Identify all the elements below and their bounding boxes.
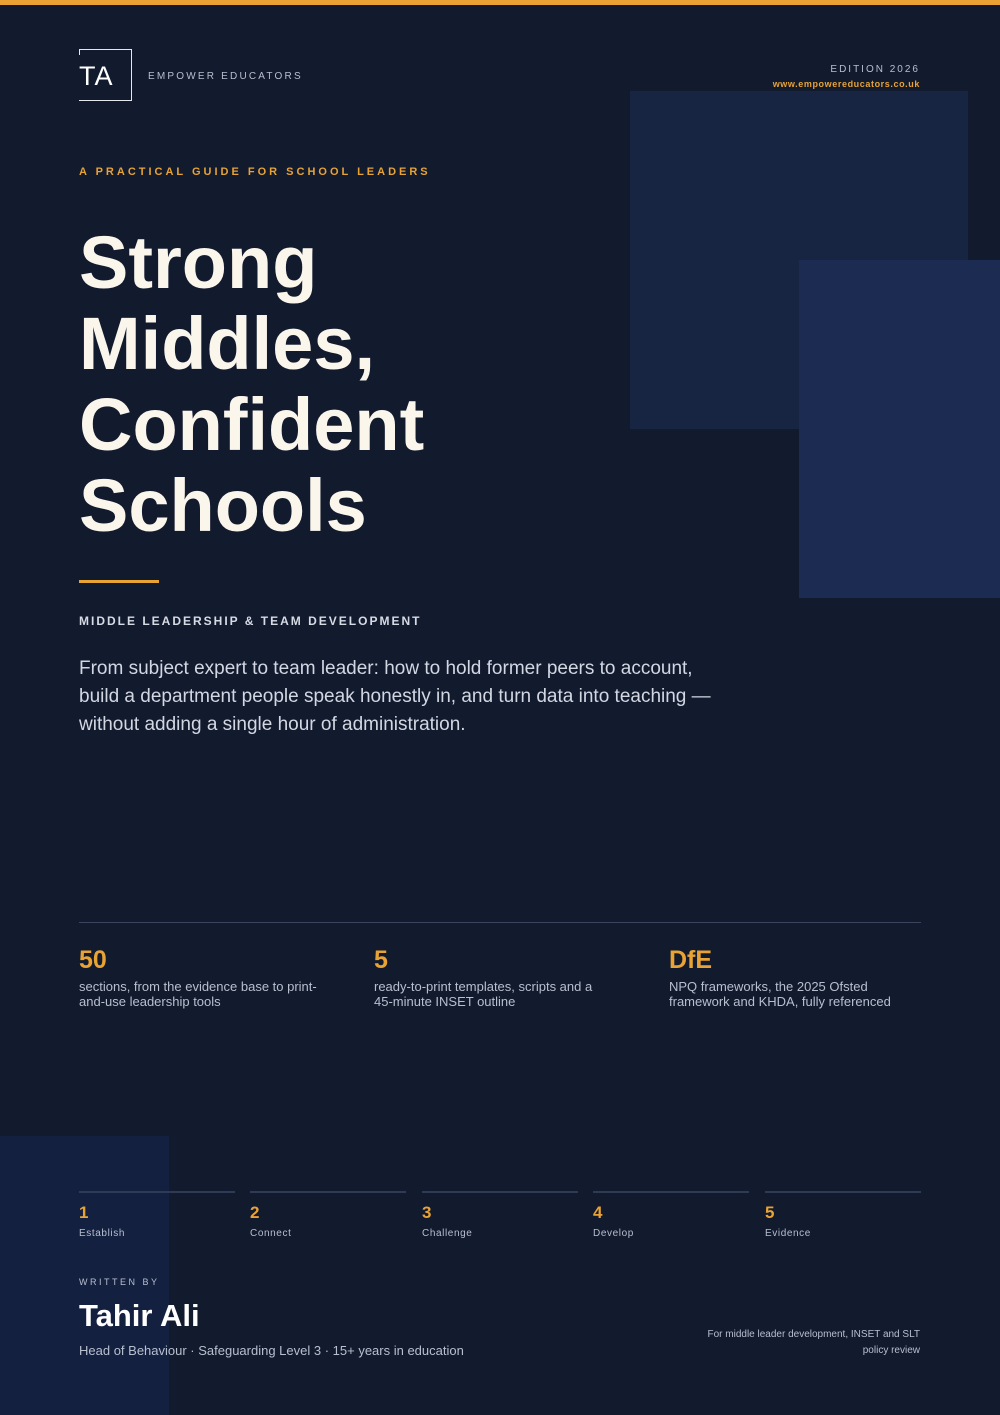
stat-item [79,945,319,1009]
step-number: 5 [765,1203,775,1222]
edition-label: EDITION 2026 [830,64,920,75]
step-label: Establish [79,1228,125,1239]
step-bar [250,1191,406,1193]
step-item [765,1191,921,1239]
stat-item [669,945,909,1009]
step-label: Develop [593,1228,634,1239]
step-bar [593,1191,749,1193]
step-item [250,1191,406,1239]
stat-value: 5 [374,946,388,974]
title-underline [79,580,159,583]
stats-divider [79,922,921,923]
title-line: Confident [79,383,425,466]
step-bar [422,1191,578,1193]
title-line: Schools [79,464,367,547]
step-item [593,1191,749,1239]
eyebrow-text: A PRACTICAL GUIDE FOR SCHOOL LEADERS [79,166,431,178]
lede-paragraph: From subject expert to team leader: how to hold former peers to account, build a department people speak honestly in, and turn data into teaching — without adding a single hour of administration. [79,658,711,735]
stat-value: 50 [79,946,107,974]
audience-note: For middle leader development, INSET and SLT policy review [707,1329,920,1356]
website-link[interactable]: www.empowereducators.co.uk [772,79,920,89]
step-label: Challenge [422,1228,473,1239]
subject-heading: MIDDLE LEADERSHIP & TEAM DEVELOPMENT [79,614,422,628]
step-number: 3 [422,1203,432,1222]
step-item [79,1191,235,1239]
stat-description: NPQ frameworks, the 2025 Ofsted framework and KHDA, fully referenced [669,979,891,1009]
top-accent-bar [0,0,1000,5]
logo-monogram: TA [79,61,114,91]
title-line: Middles, [79,302,376,385]
title-line: Strong [79,221,318,304]
author-credentials: Head of Behaviour · Safeguarding Level 3 · 15+ years in education [79,1343,464,1358]
step-label: Evidence [765,1228,811,1239]
decorative-block-right [799,260,1000,598]
step-number: 2 [250,1203,260,1222]
page-title [79,222,619,546]
step-bar [765,1191,921,1193]
logo [79,49,132,101]
step-number: 4 [593,1203,603,1222]
step-item [422,1191,578,1239]
step-number: 1 [79,1203,89,1222]
stat-description: ready-to-print templates, scripts and a 45-minute INSET outline [374,979,593,1009]
written-by-label: WRITTEN BY [79,1277,160,1287]
stat-value: DfE [669,946,713,974]
stat-item [374,945,614,1009]
author-name: Tahir Ali [79,1298,200,1333]
stat-description: sections, from the evidence base to print-and-use leadership tools [79,979,317,1009]
decorative-block-lower-left [0,1136,169,1415]
brand-name: EMPOWER EDUCATORS [148,71,303,82]
step-label: Connect [250,1228,292,1239]
step-bar [79,1191,235,1193]
